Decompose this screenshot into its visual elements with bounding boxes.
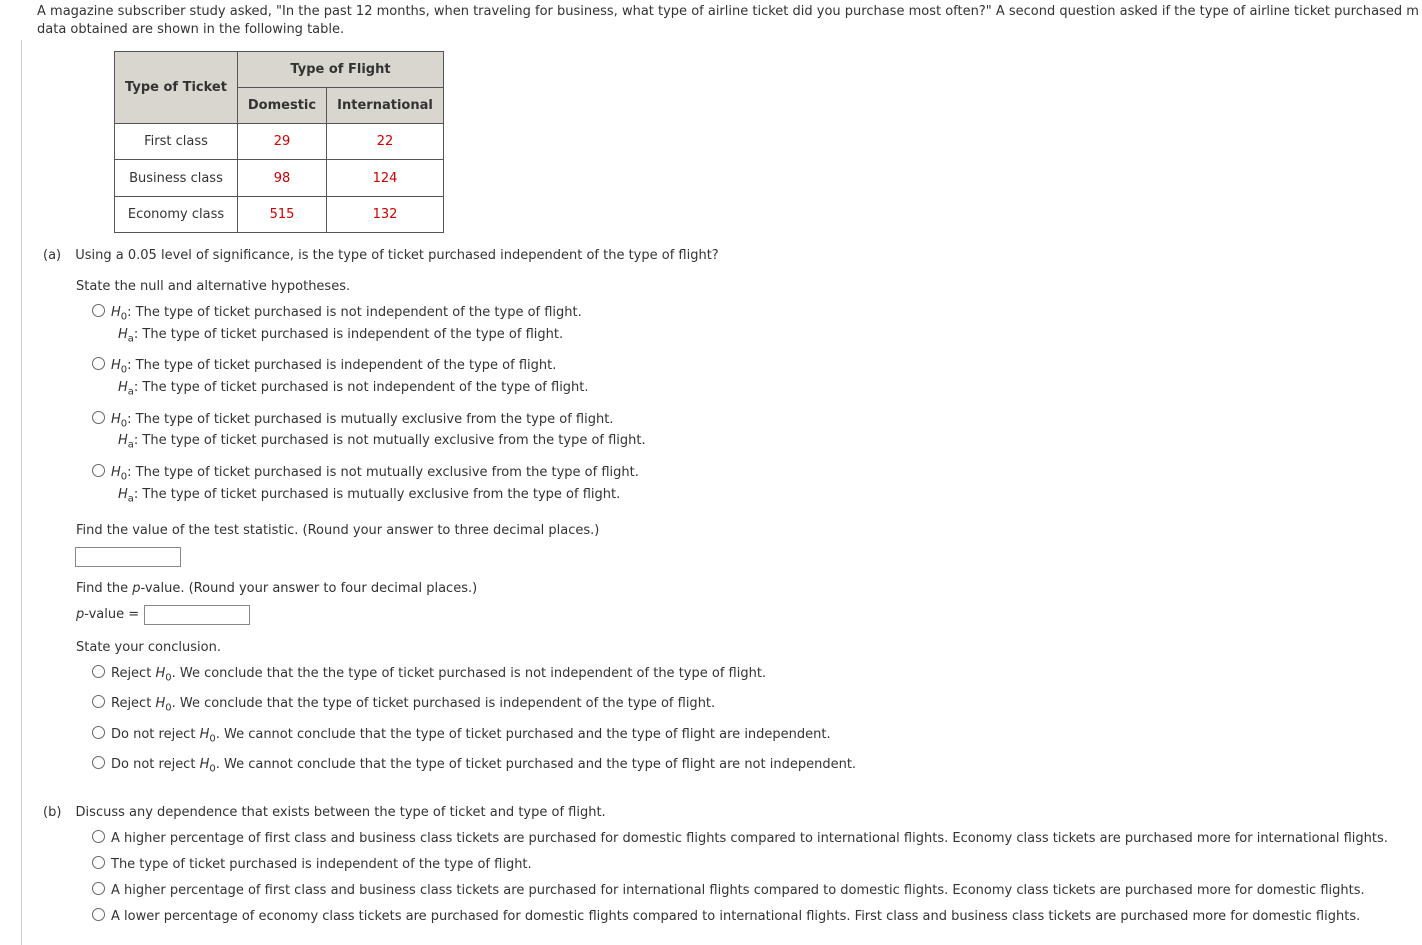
dependence-option-4[interactable]: A lower percentage of economy class tickets are purchased for domestic flights compared to international flights. First class and business class tickets are purchased more for domestic flights.	[92, 908, 1360, 924]
dependence-option-2[interactable]: The type of ticket purchased is independent of the type of flight.	[92, 856, 532, 872]
dependence-option-3[interactable]: A higher percentage of first class and business class tickets are purchased for international flights compared to domestic flights. Economy class tickets are purchased more for domestic flights.	[92, 882, 1365, 898]
radio-button[interactable]	[92, 665, 105, 678]
cell-value: 132	[327, 197, 444, 233]
radio-button[interactable]	[92, 830, 105, 843]
dependence-option-1[interactable]: A higher percentage of first class and business class tickets are purchased for domestic flights compared to international flights. Economy class tickets are purchased more for international flights.	[92, 830, 1388, 846]
cell-value: 515	[238, 197, 327, 233]
hypothesis-option-4-alt: $H_a$: The type of ticket purchased is mutually exclusive from the type of flight.	[118, 487, 621, 505]
cell-value: 22	[327, 124, 444, 160]
part-b-question-text: Discuss any dependence that exists between the type of ticket and type of flight.	[75, 805, 606, 820]
pvalue-input[interactable]	[144, 605, 250, 625]
test-statistic-prompt: Find the value of the test statistic. (Round your answer to three decimal places.)	[76, 523, 600, 538]
radio-button[interactable]	[92, 908, 105, 921]
row-label: Economy class	[115, 197, 238, 233]
radio-button[interactable]	[92, 695, 105, 708]
row-label: Business class	[115, 160, 238, 197]
hypothesis-option-1-alt: $H_a$: The type of ticket purchased is independent of the type of flight.	[118, 327, 564, 345]
col-header-domestic: Domestic	[238, 88, 327, 124]
left-margin-rule	[21, 40, 22, 945]
table-row	[115, 124, 444, 160]
table-row	[115, 160, 444, 197]
radio-button[interactable]	[92, 856, 105, 869]
hypothesis-option-3[interactable]: $H_0$: The type of ticket purchased is mutually exclusive from the type of flight.	[92, 411, 613, 430]
conclusion-option-1[interactable]: Reject $H_0$. We conclude that the the type of ticket purchased is not independent of the type of flight.	[92, 665, 766, 684]
intro-line-2: data obtained are shown in the following table.	[37, 22, 345, 37]
radio-button[interactable]	[92, 411, 105, 424]
conclusion-option-3[interactable]: Do not reject $H_0$. We cannot conclude that the type of ticket purchased and the type of flight are independent.	[92, 726, 831, 745]
part-a-question-text: Using a 0.05 level of significance, is the type of ticket purchased independent of the type of flight?	[75, 248, 719, 263]
intro-line-1: A magazine subscriber study asked, "In the past 12 months, when traveling for business, what type of airline ticket did you purchase most often?" A second question asked if the type of airline ticket purchased m	[37, 4, 1419, 19]
radio-button[interactable]	[92, 882, 105, 895]
part-b-question	[43, 805, 606, 820]
radio-button[interactable]	[92, 357, 105, 370]
cell-value: 29	[238, 124, 327, 160]
conclusion-option-2[interactable]: Reject $H_0$. We conclude that the type of ticket purchased is independent of the type of flight.	[92, 695, 715, 714]
hypothesis-option-4[interactable]: $H_0$: The type of ticket purchased is not mutually exclusive from the type of flight.	[92, 464, 639, 483]
part-a-question	[43, 248, 719, 263]
radio-button[interactable]	[92, 726, 105, 739]
conclusion-option-4[interactable]: Do not reject $H_0$. We cannot conclude that the type of ticket purchased and the type of flight are not independent.	[92, 756, 856, 775]
pvalue-label: p-value =	[76, 607, 140, 622]
col-header-international: International	[327, 88, 444, 124]
row-header: Type of Ticket	[115, 52, 238, 124]
pvalue-prompt: Find the p-value. (Round your answer to four decimal places.)	[76, 581, 478, 596]
table-row	[115, 197, 444, 233]
hypothesis-option-2[interactable]: $H_0$: The type of ticket purchased is independent of the type of flight.	[92, 357, 556, 376]
radio-button[interactable]	[92, 756, 105, 769]
test-statistic-input[interactable]	[75, 547, 181, 567]
col-group-header: Type of Flight	[238, 52, 444, 88]
part-a-label: (a)	[43, 248, 62, 263]
hypotheses-prompt: State the null and alternative hypotheses.	[76, 279, 351, 294]
data-table	[114, 51, 444, 233]
hypothesis-option-2-alt: $H_a$: The type of ticket purchased is not independent of the type of flight.	[118, 380, 589, 398]
cell-value: 124	[327, 160, 444, 197]
radio-button[interactable]	[92, 464, 105, 477]
radio-button[interactable]	[92, 304, 105, 317]
part-b-label: (b)	[43, 805, 62, 820]
conclusion-prompt: State your conclusion.	[76, 640, 221, 655]
hypothesis-option-1[interactable]: $H_0$: The type of ticket purchased is not independent of the type of flight.	[92, 304, 582, 323]
row-label: First class	[115, 124, 238, 160]
cell-value: 98	[238, 160, 327, 197]
problem-intro	[37, 3, 1422, 39]
hypothesis-option-3-alt: $H_a$: The type of ticket purchased is not mutually exclusive from the type of flight.	[118, 433, 646, 451]
